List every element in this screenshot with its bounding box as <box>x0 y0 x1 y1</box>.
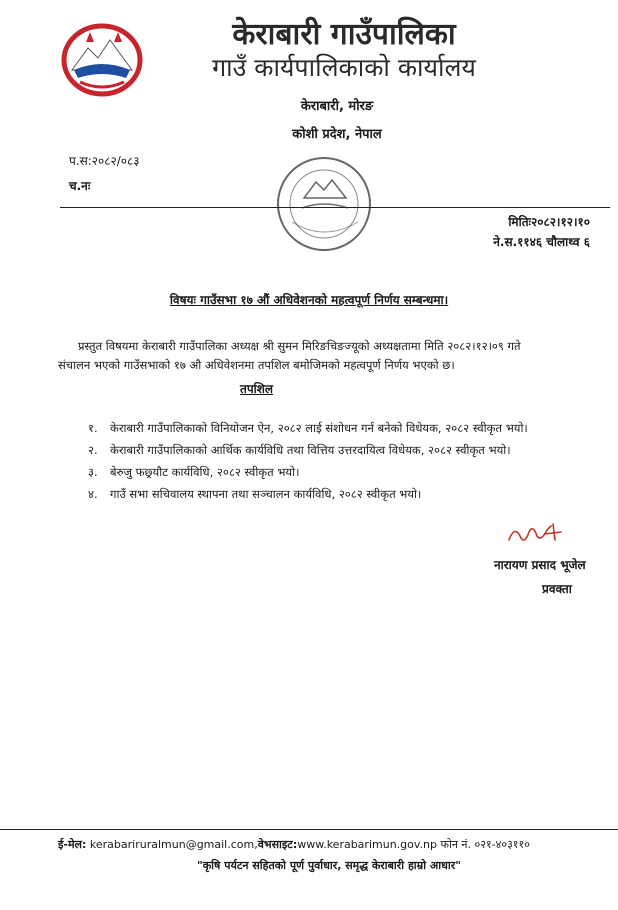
address-line-1: केराबारी, मोरङ <box>300 99 374 114</box>
signatory-name: नारायण प्रसाद भूजेल <box>494 558 586 572</box>
office-subtitle: गाउँ कार्यपालिकाको कार्यालय <box>212 53 476 82</box>
item-number: २. <box>88 443 98 457</box>
item-text: केराबारी गाउँपालिकाको विनियोजन ऐन, २०८२ लाई संशोधन गर्न बनेको विधेयक, २०८२ स्वीकृत भयो। <box>110 421 528 435</box>
tapasil-heading: तपशिल <box>240 382 274 396</box>
office-seal-stamp <box>272 152 376 256</box>
reference-number: प.स:२०८२/०८३ <box>69 154 140 168</box>
document-date: मितिः२०८२।१२।१० <box>508 215 590 229</box>
signatory-role: प्रवक्ता <box>542 582 572 596</box>
item-text: गाउँ सभा सचिवालय स्थापना तथा सञ्चालन कार्यविधि, २०८२ स्वीकृत भयो। <box>110 487 422 501</box>
header-divider <box>60 207 610 208</box>
contact-line <box>58 837 530 852</box>
item-number: ३. <box>88 465 98 479</box>
decision-item <box>88 487 421 502</box>
footer-divider <box>0 829 618 830</box>
paragraph-line-1: प्रस्तुत विषयमा केराबारी गाउँपालिका अध्यक्ष श्री सुमन मिरिङचिङज्यूको अध्यक्षतामा मिति २०८२।१२।०९ गते <box>78 339 521 353</box>
item-number: १. <box>88 421 98 435</box>
address-line-2: कोशी प्रदेश, नेपाल <box>292 127 382 142</box>
handwritten-signature <box>505 520 565 546</box>
phone-number: फोन नं. ०२१-४०३११० <box>440 838 530 851</box>
decision-item <box>88 465 299 480</box>
item-text: केराबारी गाउँपालिकाको आर्थिक कार्यविधि तथा वित्तिय उत्तरदायित्व विधेयक, २०८२ स्वीकृत भयो। <box>110 443 511 457</box>
nepal-sambat-date: ने.स.११४६ चौलाथ्व ६ <box>493 235 590 249</box>
subject-line: विषयः गाउँसभा १७ औं अधिवेशनको महत्वपूर्ण निर्णय सम्बन्धमा। <box>169 293 449 307</box>
paragraph-line-2: संचालन भएको गाउँसभाको १७ औ अधिवेशनमा तपशिल बमोजिमको महत्वपूर्ण निर्णय भएको छ। <box>58 358 455 372</box>
office-title: केराबारी गाउँपालिका <box>232 17 456 52</box>
decision-item <box>88 443 511 458</box>
dispatch-number: च.नः <box>69 179 91 193</box>
slogan: "कृषि पर्यटन सहितको पूर्ण पुर्वाधार, समृद्ध केराबारी हाम्रो आधार" <box>197 859 461 872</box>
website-url: www.kerabarimun.gov.np <box>297 838 437 851</box>
email-label: ई-मेल: <box>58 838 87 851</box>
decision-item <box>88 421 528 436</box>
email-address: kerabariruralmun@gmail.com, <box>89 838 258 851</box>
item-text: बेरुजु फछ्र्यौट कार्यविधि, २०८२ स्वीकृत भयो। <box>110 465 300 479</box>
website-label: वेभसाइट: <box>257 838 298 851</box>
item-number: ४. <box>88 487 98 501</box>
